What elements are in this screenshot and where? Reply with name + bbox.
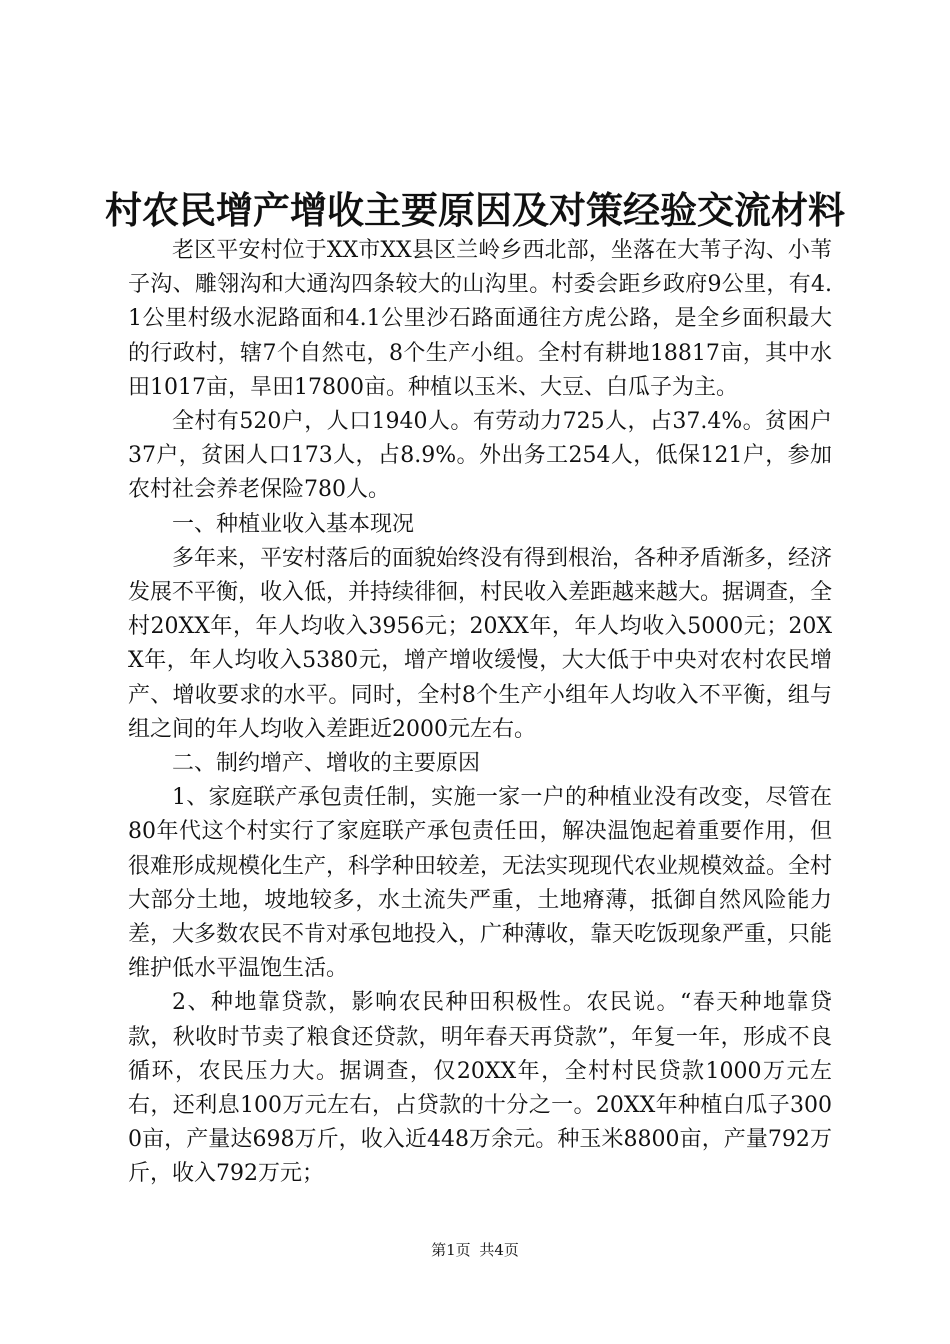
page-number: 第1页 [431,1241,471,1259]
paragraph-reason-1: 1、家庭联产承包责任制，实施一家一户的种植业没有改变，尽管在80年代这个村实行了家庭联产承包责任田，解决温饱起着重要作用，但很难形成规模化生产，科学种田较差，无法实现现代农业规模效益。全村大部分土地，坡地较多，水土流失严重，土地瘠薄，抵御自然风险能力差，大多数农民不肯对承包地投入，广种薄收，靠天吃饭现象严重，只能维护低水平温饱生活。 [128,785,833,982]
section-heading-1: 一、种植业收入基本现况 [172,511,415,537]
page-footer [0,1240,950,1260]
document-body [128,234,832,1192]
paragraph-reason-2: 2、种地靠贷款，影响农民种田积极性。农民说。“春天种地靠贷款，秋收时节卖了粮食还贷款，明年春天再贷款”，年复一年，形成不良循环，农民压力大。据调查，仅20XX年，全村村民贷款1000万元左右，还利息100万元左右，占贷款的十分之一。20XX年种植白瓜子3000亩，产量达698万斤，收入近448万余元。种玉米8800亩，产量792万斤，收入792万元； [128,990,832,1187]
page-total: 共4页 [479,1241,519,1259]
paragraph-intro: 老区平安村位于XX市XX县区兰岭乡西北部，坐落在大苇子沟、小苇子沟、雕翎沟和大通沟四条较大的山沟里。村委会距乡政府9公里，有4.1公里村级水泥路面和4.1公里沙石路面通往方虎公路，是全乡面积最大的行政村，辖7个自然屯，8个生产小组。全村有耕地18817亩，其中水田1017亩，旱田17800亩。种植以玉米、大豆、白瓜子为主。 [128,238,832,400]
document-title: 村农民增产增收主要原因及对策经验交流材料 [105,188,845,232]
paragraph-population: 全村有520户，人口1940人。有劳动力725人，占37.4%。贫困户37户，贫困人口173人，占8.9%。外出务工254人，低保121户，参加农村社会养老保险780人。 [128,409,832,503]
paragraph-income-status: 多年来，平安村落后的面貌始终没有得到根治，各种矛盾渐多，经济发展不平衡，收入低，并持续徘徊，村民收入差距越来越大。据调查，全村20XX年，年人均收入3956元；20XX年，年人均收入5000元；20XX年，年人均收入5380元，增产增收缓慢，大大低于中央对农村农民增产、增收要求的水平。同时，全村8个生产小组年人均收入不平衡，组与组之间的年人均收入差距近2000元左右。 [128,545,833,742]
section-heading-2: 二、制约增产、增收的主要原因 [172,751,481,777]
